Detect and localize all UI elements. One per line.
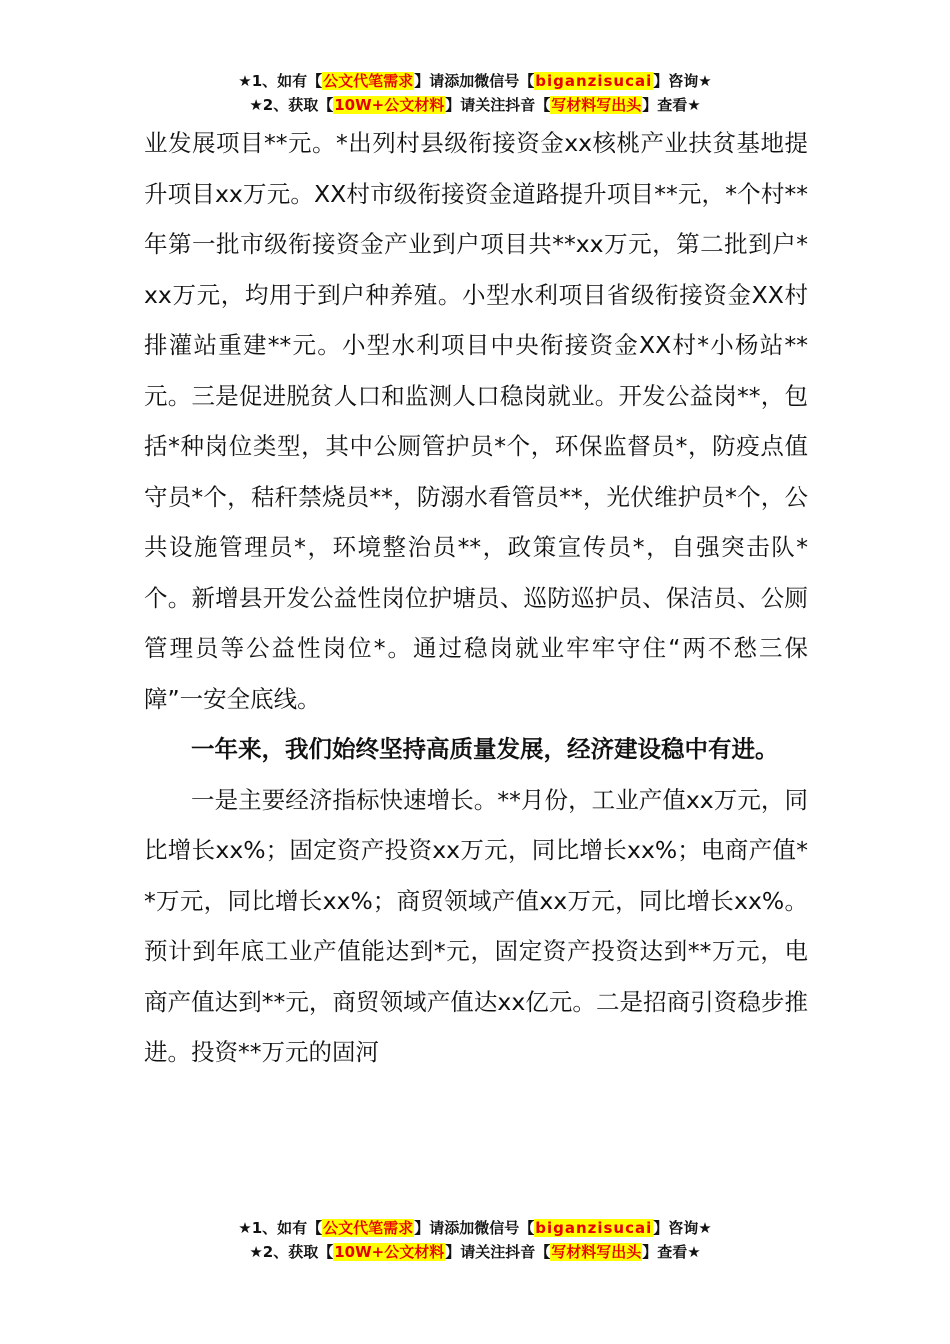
banner-highlight-wechat: biganzisucai — [535, 72, 653, 90]
footer-banner — [0, 1216, 950, 1264]
banner-line-1: ★1、如有【公文代笔需求】请添加微信号【biganzisucai】咨询★ — [238, 1219, 712, 1237]
banner-highlight-douyin: 写材料写出头 — [551, 1243, 642, 1261]
section-heading: 一年来，我们始终坚持高质量发展，经济建设稳中有进。 — [191, 735, 779, 763]
header-banner — [0, 69, 950, 117]
banner-line-1: ★1、如有【公文代笔需求】请添加微信号【biganzisucai】咨询★ — [238, 72, 712, 90]
banner-line-2: ★2、获取【10W+公文材料】请关注抖音【写材料写出头】查看★ — [249, 96, 701, 114]
banner-highlight-service: 公文代笔需求 — [323, 1219, 414, 1237]
banner-highlight-wechat: biganzisucai — [535, 1219, 653, 1237]
body-paragraph-1: 业发展项目**元。*出列村县级衔接资金xx核桃产业扶贫基地提升项目xx万元。XX村市级衔接资金道路提升项目**元，*个村**年第一批市级衔接资金产业到户项目共**xx万元，第二批到户*xx万元，均用于到户种养殖。小型水利项目省级衔接资金XX村排灌站重建**元。小型水利项目中央衔接资金XX村*小杨站**元。三是促进脱贫人口和监测人口稳岗就业。开发公益岗**，包括*种岗位类型，其中公厕管护员*个，环保监督员*，防疫点值守员*个，秸秆禁烧员**，防溺水看管员**，光伏维护员*个，公共设施管理员*，环境整治员**，政策宣传员*，自强突击队*个。新增县开发公益性岗位护塘员、巡防巡护员、保洁员、公厕管理员等公益性岗位*。通过稳岗就业牢牢守住“两不愁三保障”一安全底线。 — [144, 129, 808, 713]
banner-highlight-materials: 10W+公文材料 — [334, 96, 445, 114]
document-body — [144, 118, 808, 1078]
banner-highlight-service: 公文代笔需求 — [323, 72, 414, 90]
banner-highlight-materials: 10W+公文材料 — [334, 1243, 445, 1261]
banner-line-2: ★2、获取【10W+公文材料】请关注抖音【写材料写出头】查看★ — [249, 1243, 701, 1261]
banner-highlight-douyin: 写材料写出头 — [551, 96, 642, 114]
body-paragraph-2: 一是主要经济指标快速增长。**月份，工业产值xx万元，同比增长xx%；固定资产投资xx万元，同比增长xx%；电商产值**万元，同比增长xx%；商贸领域产值xx万元，同比增长xx%。预计到年底工业产值能达到*元，固定资产投资达到**万元，电商产值达到**元，商贸领域产值达xx亿元。二是招商引资稳步推进。投资**万元的固河 — [144, 785, 808, 1066]
